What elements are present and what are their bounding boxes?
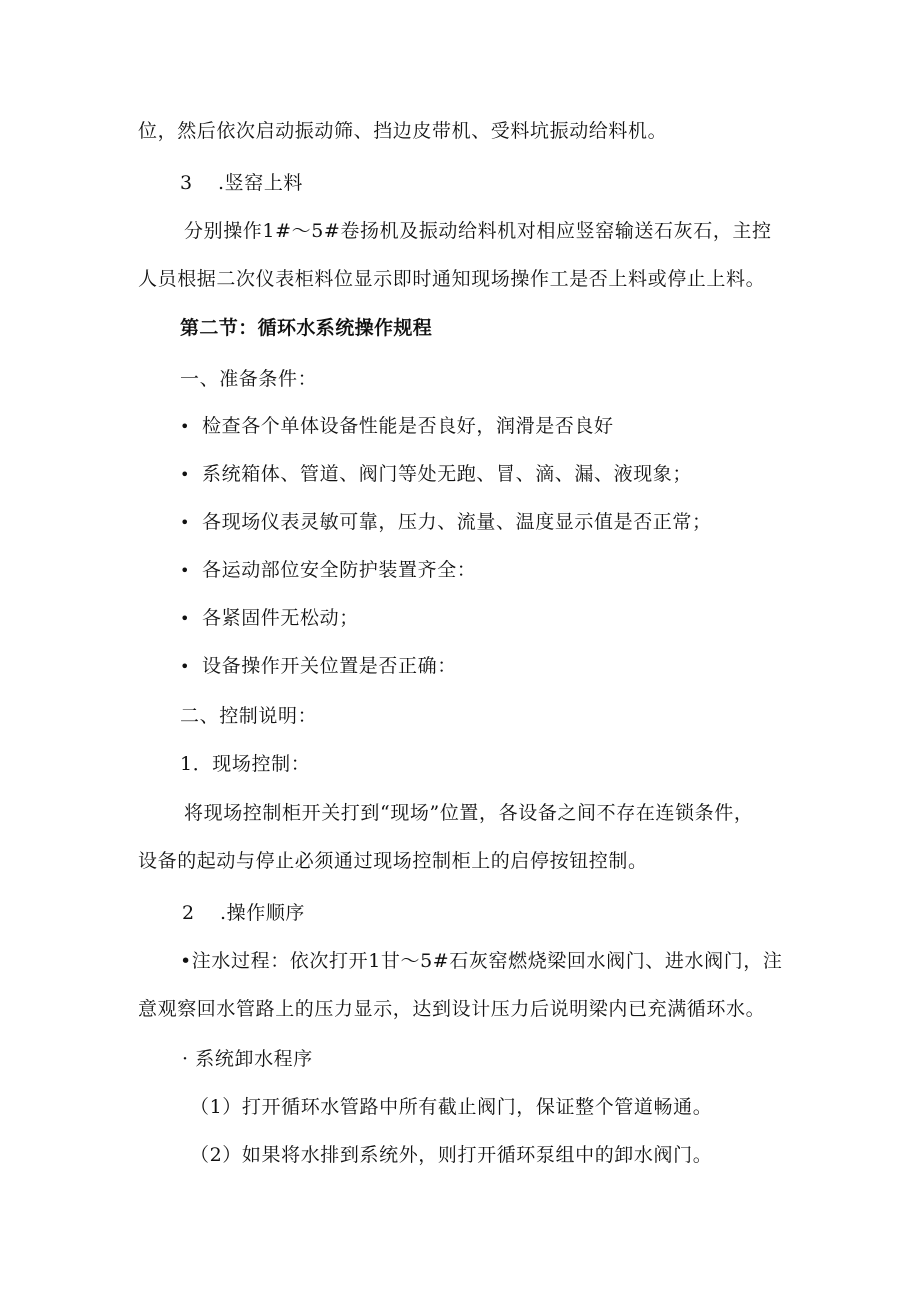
prep-item [180,509,712,536]
prep-item [180,461,692,488]
control-description-heading: 二、控制说明： [180,705,318,727]
bullet-icon: • [180,609,191,628]
item-3-number: 3 [180,172,193,194]
bullet-icon: • [180,417,191,436]
item-1-heading: 1．现场控制： [180,753,311,775]
local-control-paragraph-line-2: 设备的起动与停止必须通过现场控制柜上的启停按钮控制。 [138,850,648,872]
feeding-paragraph-line-1: 分别操作1#～5#卷扬机及振动给料机对相应竖窑输送石灰石，主控 [184,220,772,242]
prep-conditions-heading: 一、准备条件： [180,368,318,390]
drain-step-1: （1）打开循环水管路中所有截止阀门，保证整个管道畅通。 [190,1096,713,1118]
prep-item [180,653,457,680]
prep-item-text: 设备操作开关位置是否正确： [202,655,457,677]
bullet-icon: • [180,561,191,580]
fill-process-paragraph-line-1: •注水过程：依次打开1甘～5#石灰窑燃烧梁回水阀门、进水阀门，注 [180,950,783,972]
local-control-paragraph-line-1: 将现场控制柜开关打到“现场”位置，各设备之间不存在连锁条件， [184,802,754,824]
item-3-heading [180,170,303,196]
fill-process-paragraph-line-2: 意观察回水管路上的压力显示，达到设计压力后说明梁内已充满循环水。 [138,998,766,1020]
prep-item [180,413,614,440]
drain-step-2: （2）如果将水排到系统外，则打开循环泵组中的卸水阀门。 [190,1144,713,1166]
prep-item-text: 系统箱体、管道、阀门等处无跑、冒、滴、漏、液现象； [202,463,693,485]
prep-item-text: 各运动部位安全防护装置齐全： [202,559,477,581]
feeding-paragraph-line-2: 人员根据二次仪表柜料位显示即时通知现场操作工是否上料或停止上料。 [138,268,766,290]
prep-item-text: 检查各个单体设备性能是否良好，润滑是否良好 [202,415,614,437]
prep-item-text: 各现场仪表灵敏可靠，压力、流量、温度显示值是否正常； [202,511,712,533]
item-2-number: 2 [182,902,195,924]
item-2-heading [182,900,305,926]
bullet-icon: • [180,513,191,532]
paragraph-line-continuation: 位，然后依次启动振动筛、挡边皮带机、受料坑振动给料机。 [138,120,668,142]
prep-item-text: 各紧固件无松动； [202,607,359,629]
prep-item [180,605,359,632]
bullet-icon: • [180,657,191,676]
section-2-title: 第二节：循环水系统操作规程 [180,317,433,339]
item-2-title: .操作顺序 [219,902,306,924]
item-3-title: .竖窑上料 [217,172,304,194]
drain-procedure-heading: · 系统卸水程序 [182,1048,313,1070]
bullet-icon: • [180,465,191,484]
prep-item [180,557,476,584]
